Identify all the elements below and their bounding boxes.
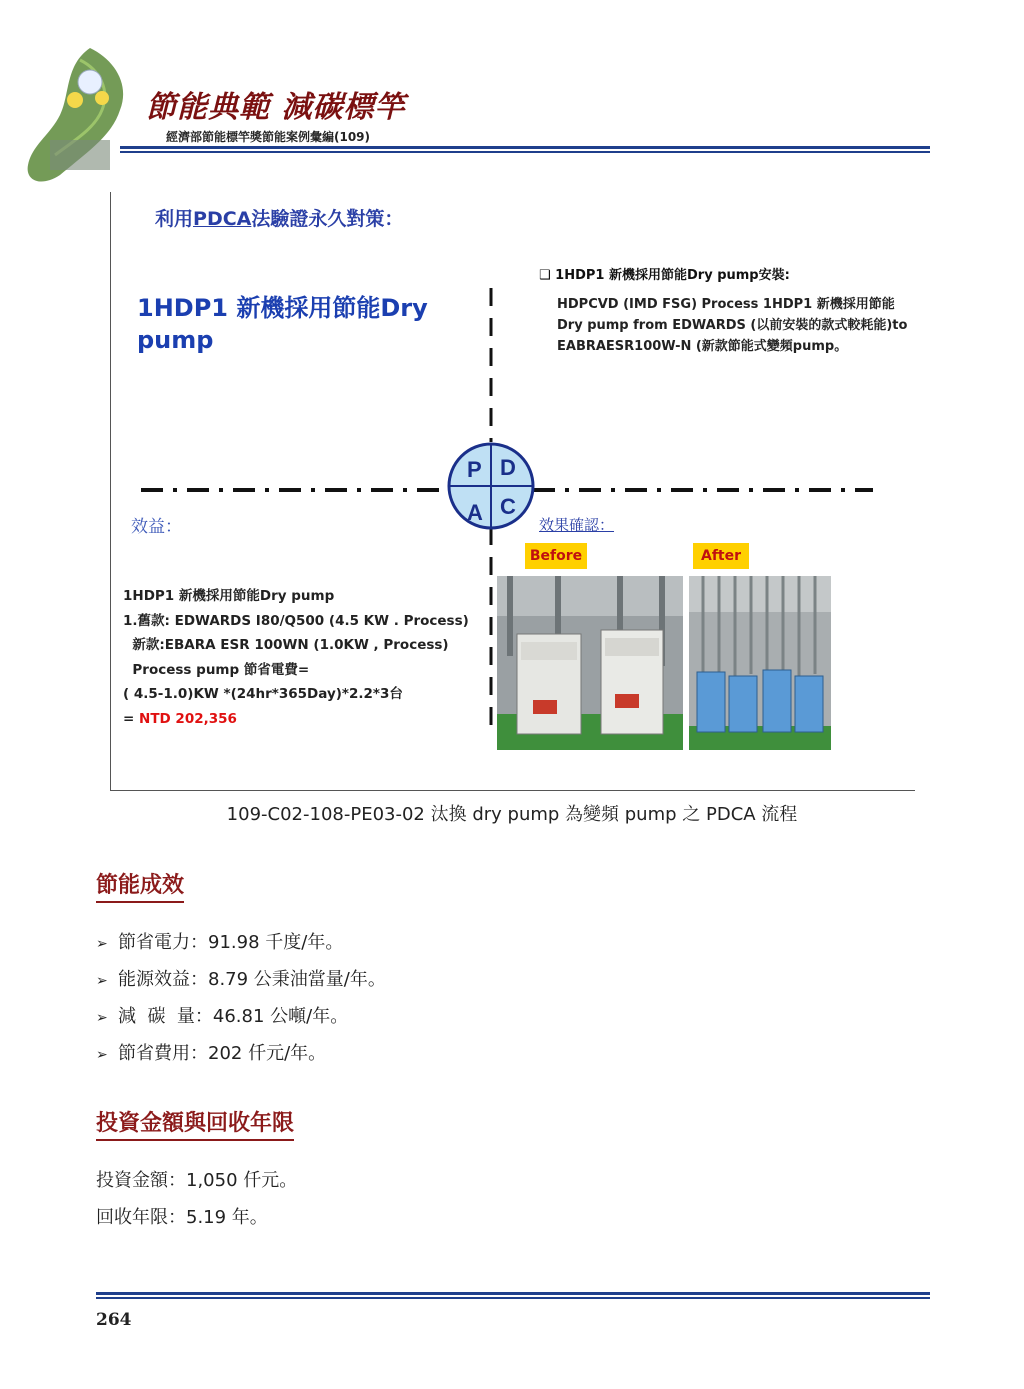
list-item: ➢ 減 碳 量：46.81 公噸/年。 — [96, 1006, 349, 1027]
before-photo — [497, 576, 683, 750]
pdca-letter-d: D — [500, 455, 516, 480]
savings-section-title: 節能成效 — [96, 868, 184, 903]
act-line: 1.舊款: EDWARDS I80/Q500 (4.5 KW . Process) — [123, 612, 469, 629]
arrow-bullet-icon: ➢ — [96, 936, 108, 952]
header-rule — [120, 146, 930, 149]
header-rule — [120, 151, 930, 153]
list-item: ➢ 節省電力：91.98 千度/年。 — [96, 932, 344, 953]
plan-title: 1HDP1 新機採用節能Dry pump — [137, 294, 428, 354]
header-title: 節能典範 減碳標竿 — [146, 90, 406, 125]
pdca-heading: 利用PDCA法驗證永久對策： — [155, 208, 404, 230]
list-item: ➢ 節省費用：202 仟元/年。 — [96, 1043, 327, 1064]
after-label: After — [693, 543, 749, 569]
pdca-circle — [449, 444, 533, 528]
act-label: 效益： — [131, 517, 182, 537]
arrow-bullet-icon: ➢ — [96, 1010, 108, 1026]
taiwan-leaf-logo — [20, 40, 160, 190]
header-subtitle: 經濟部節能標竿獎節能案例彙編(109) — [166, 130, 371, 144]
before-label: Before — [525, 543, 587, 569]
footer-rule — [96, 1297, 930, 1299]
check-label: 效果確認： — [539, 516, 615, 534]
act-line: Process pump 節省電費= — [123, 661, 310, 678]
list-item: ➢ 能源效益：8.79 公秉油當量/年。 — [96, 969, 386, 990]
payback-period: 回收年限：5.19 年。 — [96, 1207, 268, 1228]
act-details — [123, 584, 469, 731]
do-body: HDPCVD (IMD FSG) Process 1HDP1 新機採用節能Dry pump from EDWARDS (以前安裝的款式較耗能)to EABRAESR100W-N (新款節能式變頻pump。 — [557, 297, 908, 354]
act-line: ( 4.5-1.0)KW *(24hr*365Day)*2.2*3台 — [123, 686, 403, 702]
page-number: 264 — [96, 1310, 132, 1330]
investment-section-title: 投資金額與回收年限 — [96, 1106, 294, 1141]
do-heading: ❑ 1HDP1 新機採用節能Dry pump安裝: — [539, 268, 790, 283]
after-photo — [689, 576, 831, 750]
investment-amount: 投資金額：1,050 仟元。 — [96, 1170, 298, 1191]
pdca-letter-a: A — [467, 500, 483, 525]
pdca-letter-c: C — [500, 494, 516, 519]
act-result: = NTD 202,356 — [123, 710, 237, 727]
act-result-value: NTD 202,356 — [139, 710, 237, 727]
footer-rule — [96, 1292, 930, 1295]
figure-caption: 109-C02-108-PE03-02 汰換 dry pump 為變頻 pump 之 PDCA 流程 — [226, 804, 798, 825]
act-line: 新款:EBARA ESR 100WN (1.0KW , Process) — [123, 637, 449, 653]
pdca-letter-p: P — [467, 457, 482, 482]
arrow-bullet-icon: ➢ — [96, 1047, 108, 1063]
act-line: 1HDP1 新機採用節能Dry pump — [123, 588, 335, 604]
pdca-figure — [110, 192, 915, 791]
arrow-bullet-icon: ➢ — [96, 973, 108, 989]
